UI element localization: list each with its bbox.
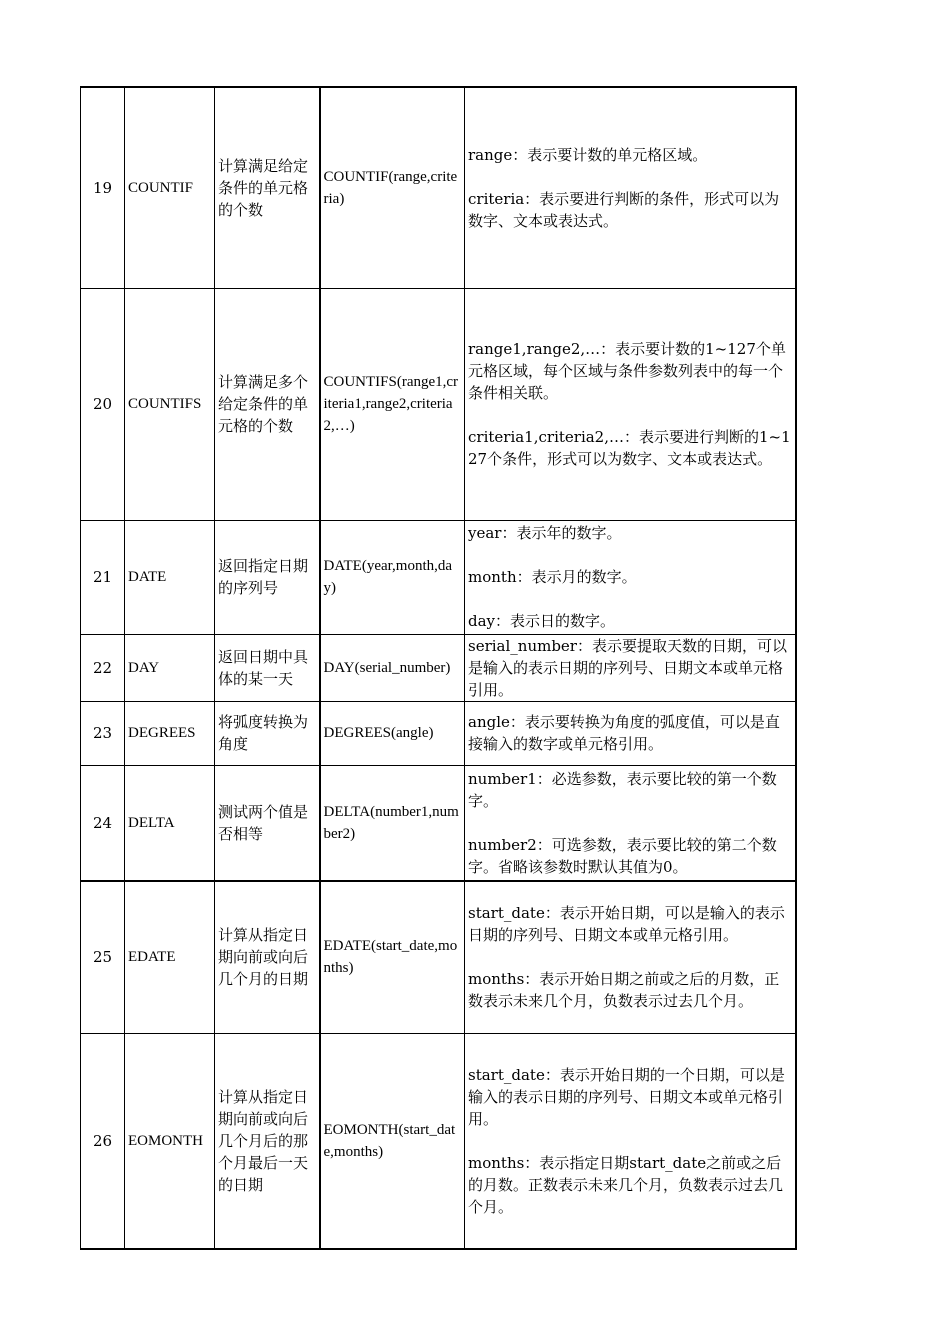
function-name: EDATE [125, 881, 215, 1033]
row-number: 25 [81, 881, 125, 1033]
table-row [81, 288, 796, 520]
parameter-text: number2：可选参数，表示要比较的第二个数字。省略该参数时默认其值为0。 [468, 835, 777, 876]
parameter-text: criteria1,criteria2,…：表示要进行判断的1~127个条件，形式可以为数字、文本或表达式。 [468, 428, 791, 468]
function-name: EOMONTH [125, 1033, 215, 1249]
parameter-text: range：表示要计数的单元格区域。 [468, 145, 708, 164]
row-number: 22 [81, 634, 125, 701]
parameter-text: angle：表示要转换为角度的弧度值，可以是直接输入的数字或单元格引用。 [468, 713, 780, 753]
row-number: 24 [81, 765, 125, 881]
function-name: COUNTIFS [125, 288, 215, 520]
function-name: COUNTIF [125, 87, 215, 288]
parameter-text: number1：必选参数，表示要比较的第一个数字。 [468, 769, 777, 810]
function-description: 将弧度转换为角度 [215, 701, 320, 765]
row-number: 26 [81, 1033, 125, 1249]
table-row [81, 881, 796, 1033]
row-number: 19 [81, 87, 125, 288]
table-row [81, 1033, 796, 1249]
function-parameters [465, 288, 796, 520]
function-name: DELTA [125, 765, 215, 881]
function-parameters [465, 881, 796, 1033]
function-syntax: COUNTIF(range,criteria) [320, 87, 465, 288]
parameter-text: day：表示日的数字。 [468, 612, 616, 630]
function-table [80, 86, 797, 1250]
parameter-text: start_date：表示开始日期的一个日期，可以是输入的表示日期的序列号、日期文本或单元格引用。 [468, 1065, 785, 1128]
function-name: DEGREES [125, 701, 215, 765]
function-parameters [465, 634, 796, 701]
table-row [81, 634, 796, 701]
parameter-text: range1,range2,…：表示要计数的1~127个单元格区域，每个区域与条件参数列表中的每一个条件相关联。 [468, 340, 786, 402]
function-description: 返回日期中具体的某一天 [215, 634, 320, 701]
table-row [81, 765, 796, 881]
parameter-text: month：表示月的数字。 [468, 568, 637, 586]
function-description: 计算满足多个给定条件的单元格的个数 [215, 288, 320, 520]
function-syntax: COUNTIFS(range1,criteria1,range2,criteria2,…) [320, 288, 465, 520]
parameter-text: start_date：表示开始日期，可以是输入的表示日期的序列号、日期文本或单元格引用。 [468, 904, 785, 945]
function-description: 计算从指定日期向前或向后几个月后的那个月最后一天的日期 [215, 1033, 320, 1249]
function-name: DAY [125, 634, 215, 701]
row-number: 21 [81, 520, 125, 634]
parameter-text: serial_number：表示要提取天数的日期，可以是输入的表示日期的序列号、日期文本或单元格引用。 [468, 636, 787, 699]
function-description: 返回指定日期的序列号 [215, 520, 320, 634]
function-name: DATE [125, 520, 215, 634]
function-parameters [465, 87, 796, 288]
function-syntax: DELTA(number1,number2) [320, 765, 465, 881]
function-parameters [465, 765, 796, 881]
function-syntax: DEGREES(angle) [320, 701, 465, 765]
parameter-text: months：表示开始日期之前或之后的月数，正数表示未来几个月，负数表示过去几个月。 [468, 970, 780, 1011]
function-syntax: DAY(serial_number) [320, 634, 465, 701]
row-number: 20 [81, 288, 125, 520]
function-table-body [81, 87, 796, 1249]
table-row [81, 520, 796, 634]
function-parameters [465, 520, 796, 634]
function-syntax: EDATE(start_date,months) [320, 881, 465, 1033]
function-description: 计算满足给定条件的单元格的个数 [215, 87, 320, 288]
function-parameters [465, 701, 796, 765]
parameter-text: year：表示年的数字。 [468, 524, 622, 542]
parameter-text: criteria：表示要进行判断的条件，形式可以为数字、文本或表达式。 [468, 189, 780, 230]
function-syntax: EOMONTH(start_date,months) [320, 1033, 465, 1249]
function-parameters [465, 1033, 796, 1249]
row-number: 23 [81, 701, 125, 765]
function-syntax: DATE(year,month,day) [320, 520, 465, 634]
function-description: 测试两个值是否相等 [215, 765, 320, 881]
parameter-text: months：表示指定日期start_date之前或之后的月数。正数表示未来几个月，负数表示过去几个月。 [468, 1153, 784, 1216]
table-row [81, 87, 796, 288]
function-description: 计算从指定日期向前或向后几个月的日期 [215, 881, 320, 1033]
table-row [81, 701, 796, 765]
